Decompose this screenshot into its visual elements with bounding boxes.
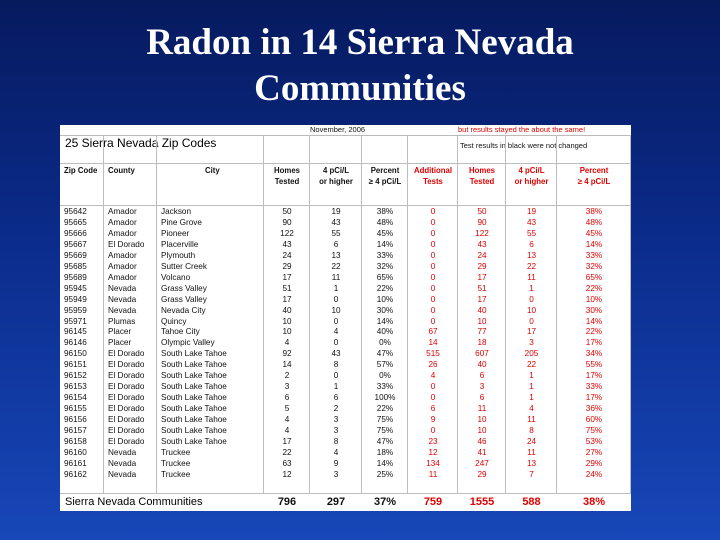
- table-cell: 96155: [64, 404, 87, 414]
- table-cell: South Lake Tahoe: [161, 349, 227, 359]
- table-cell: 36%: [585, 404, 603, 414]
- table-cell: 0: [430, 393, 436, 403]
- table-cell: 0: [430, 261, 436, 271]
- table-cell: 50: [282, 207, 292, 216]
- date-note: November, 2006: [310, 125, 366, 134]
- table-cell: Placer: [108, 327, 132, 337]
- table-cell: 51: [477, 283, 487, 293]
- table-cell: 96145: [64, 327, 87, 337]
- table-cell: 96153: [64, 382, 87, 392]
- table-cell: 29: [477, 469, 487, 479]
- table-cell: 0: [430, 217, 436, 227]
- column-header: Additional Tests: [413, 166, 453, 186]
- table-cell: 134: [426, 458, 440, 468]
- table-cell: 22: [282, 447, 292, 457]
- table-cell: 38%: [376, 207, 394, 216]
- table-cell: 41: [477, 447, 487, 457]
- radon-spreadsheet: [60, 125, 631, 511]
- table-cell: 95666: [64, 228, 87, 238]
- table-cell: Amador: [108, 207, 137, 216]
- table-cell: 10%: [585, 294, 603, 304]
- table-cell: 23: [428, 436, 438, 446]
- table-cell: 33%: [376, 382, 394, 392]
- table-cell: 30%: [376, 305, 394, 315]
- table-cell: 22%: [376, 404, 394, 414]
- table-cell: Amador: [108, 261, 137, 271]
- table-cell: 10: [526, 305, 537, 315]
- table-cell: Pioneer: [161, 228, 190, 238]
- red-results-note: but results stayed the about the same!: [458, 125, 586, 134]
- table-cell: 0: [333, 338, 339, 348]
- table-cell: 63: [282, 458, 292, 468]
- table-cell: South Lake Tahoe: [161, 360, 227, 370]
- table-cell: 10: [477, 316, 487, 326]
- table-cell: Truckee: [161, 458, 191, 468]
- table-cell: 65%: [376, 272, 394, 282]
- slide-title-line1: Radon in 14 Sierra Nevada: [146, 22, 574, 63]
- table-cell: 11: [527, 272, 536, 282]
- table-cell: 0: [430, 250, 436, 260]
- table-cell: 96158: [64, 436, 87, 446]
- table-cell: 22%: [585, 283, 603, 293]
- table-cell: 33%: [585, 382, 603, 392]
- table-cell: 13: [526, 458, 537, 468]
- table-cell: Sutter Creek: [161, 261, 207, 271]
- table-cell: 53%: [585, 436, 603, 446]
- table-cell: El Dorado: [108, 371, 145, 381]
- table-cell: South Lake Tahoe: [161, 426, 227, 435]
- table-cell: 0: [430, 316, 436, 326]
- table-cell: 0: [430, 207, 436, 216]
- table-cell: 95685: [64, 261, 87, 271]
- table-cell: 4: [284, 338, 290, 348]
- table-cell: 1: [333, 382, 339, 392]
- table-cell: Placerville: [161, 239, 199, 249]
- table-cell: 4: [284, 426, 290, 435]
- table-cell: 1: [529, 382, 534, 392]
- slide-title-line2: Communities: [254, 68, 466, 109]
- table-cell: 96162: [64, 469, 87, 479]
- table-cell: 14%: [585, 239, 603, 249]
- table-cell: 0: [430, 272, 436, 282]
- table-cell: 95689: [64, 272, 87, 282]
- table-cell: 247: [475, 458, 489, 468]
- table-cell: El Dorado: [108, 426, 145, 435]
- table-cell: Nevada City: [161, 305, 206, 315]
- table-cell: 122: [475, 228, 489, 238]
- table-cell: 11: [428, 469, 438, 479]
- table-cell: Amador: [108, 250, 137, 260]
- table-cell: 3: [284, 382, 290, 392]
- table-cell: 4: [284, 415, 290, 425]
- sheet-heading: 25 Sierra Nevada Zip Codes: [65, 136, 217, 150]
- table-cell: 22: [331, 261, 341, 271]
- table-cell: El Dorado: [108, 436, 145, 446]
- table-cell: 38%: [585, 207, 603, 216]
- table-cell: 14%: [376, 458, 394, 468]
- table-cell: 2: [333, 404, 339, 414]
- grid-hline: [60, 163, 631, 164]
- table-cell: 24%: [585, 469, 603, 479]
- table-cell: 27%: [585, 447, 603, 457]
- table-cell: 0: [430, 294, 436, 304]
- table-cell: 5: [284, 404, 290, 414]
- table-cell: 22: [526, 261, 537, 271]
- table-cell: 95949: [64, 294, 87, 304]
- table-cell: 55: [331, 228, 341, 238]
- table-cell: 0: [333, 316, 339, 326]
- table-cell: 14%: [585, 316, 603, 326]
- table-cell: 96146: [64, 338, 87, 348]
- table-cell: South Lake Tahoe: [161, 393, 227, 403]
- table-cell: 18: [477, 338, 487, 348]
- totals-value: 297: [326, 496, 346, 508]
- table-cell: Grass Valley: [161, 294, 207, 304]
- table-cell: 43: [526, 217, 537, 227]
- table-cell: 11: [527, 447, 536, 457]
- table-cell: 96150: [64, 349, 87, 359]
- table-cell: 24: [526, 436, 537, 446]
- table-cell: 90: [477, 217, 487, 227]
- table-cell: 90: [282, 217, 292, 227]
- table-cell: Amador: [108, 228, 137, 238]
- table-cell: 14%: [376, 239, 394, 249]
- table-cell: 8: [333, 436, 339, 446]
- black-results-note: Test results in black were not changed: [460, 141, 588, 150]
- table-cell: 3: [529, 338, 534, 348]
- table-cell: 95669: [64, 250, 87, 260]
- table-cell: 33%: [376, 250, 394, 260]
- table-cell: 65%: [585, 272, 603, 282]
- table-cell: Nevada: [108, 447, 137, 457]
- table-cell: 19: [526, 207, 537, 216]
- table-cell: 33%: [585, 250, 603, 260]
- table-cell: 96151: [64, 360, 87, 370]
- table-cell: 11: [477, 404, 487, 414]
- table-cell: Jackson: [161, 207, 192, 216]
- table-cell: 92: [282, 349, 292, 359]
- table-cell: Amador: [108, 217, 137, 227]
- table-cell: Nevada: [108, 294, 137, 304]
- table-cell: South Lake Tahoe: [161, 371, 227, 381]
- table-cell: 10: [282, 316, 292, 326]
- table-cell: 0%: [379, 371, 391, 381]
- table-cell: 0%: [379, 338, 391, 348]
- table-cell: 43: [331, 349, 341, 359]
- table-cell: Tahoe City: [161, 327, 200, 337]
- table-cell: 515: [426, 349, 440, 359]
- column-header: Zip Code: [64, 166, 98, 175]
- table-cell: 24: [477, 250, 487, 260]
- table-cell: 17: [477, 272, 487, 282]
- grid-vline: [103, 135, 104, 493]
- table-cell: 10: [477, 426, 487, 435]
- table-cell: Grass Valley: [161, 283, 207, 293]
- table-cell: 1: [529, 283, 534, 293]
- table-cell: 67: [428, 327, 438, 337]
- table-cell: 14: [282, 360, 292, 370]
- table-cell: 51: [282, 283, 292, 293]
- table-cell: 4: [333, 447, 339, 457]
- totals-value: 759: [423, 496, 443, 508]
- table-cell: Nevada: [108, 458, 137, 468]
- table-cell: 8: [333, 360, 339, 370]
- totals-value: 37%: [373, 496, 397, 508]
- table-cell: El Dorado: [108, 360, 145, 370]
- table-cell: El Dorado: [108, 415, 145, 425]
- table-cell: 1: [529, 393, 534, 403]
- table-cell: 3: [333, 469, 339, 479]
- table-cell: 17%: [585, 338, 603, 348]
- column-header: Homes Tested: [274, 166, 300, 186]
- table-cell: El Dorado: [108, 239, 145, 249]
- table-cell: 19: [331, 207, 341, 216]
- table-cell: 3: [333, 415, 339, 425]
- table-cell: 0: [430, 228, 436, 238]
- table-cell: 45%: [585, 228, 603, 238]
- table-cell: 0: [430, 239, 436, 249]
- table-cell: 40%: [376, 327, 394, 337]
- table-cell: 13: [526, 250, 537, 260]
- table-cell: 6: [479, 393, 485, 403]
- table-cell: 1: [333, 283, 339, 293]
- table-cell: 32%: [376, 261, 394, 271]
- table-cell: 6: [430, 404, 436, 414]
- table-cell: 6: [333, 239, 339, 249]
- table-cell: 3: [479, 382, 485, 392]
- table-cell: 0: [430, 305, 436, 315]
- table-cell: El Dorado: [108, 349, 145, 359]
- table-cell: 18%: [376, 447, 394, 457]
- table-cell: 75%: [376, 415, 394, 425]
- table-cell: 6: [529, 239, 534, 249]
- table-cell: 50: [477, 207, 487, 216]
- table-cell: 17: [282, 294, 292, 304]
- table-cell: 24: [282, 250, 292, 260]
- table-cell: 40: [477, 360, 487, 370]
- table-cell: 6: [479, 371, 485, 381]
- grid-hline: [60, 493, 631, 494]
- table-cell: 10: [331, 305, 341, 315]
- table-cell: El Dorado: [108, 393, 145, 403]
- table-cell: 3: [333, 426, 339, 435]
- table-cell: 77: [477, 327, 487, 337]
- table-cell: 95665: [64, 217, 87, 227]
- table-cell: 100%: [374, 393, 396, 403]
- table-cell: 10: [477, 415, 487, 425]
- table-cell: 22%: [585, 327, 603, 337]
- column-header: Homes Tested: [469, 166, 495, 186]
- table-cell: Truckee: [161, 469, 191, 479]
- table-cell: 96154: [64, 393, 87, 403]
- table-cell: 22: [526, 360, 537, 370]
- table-cell: 47%: [376, 436, 394, 446]
- table-cell: 26: [428, 360, 438, 370]
- table-cell: 17%: [585, 393, 603, 403]
- table-cell: 0: [529, 294, 534, 304]
- table-cell: El Dorado: [108, 404, 145, 414]
- table-cell: Nevada: [108, 305, 137, 315]
- table-cell: Quincy: [161, 316, 187, 326]
- table-cell: 75%: [376, 426, 394, 435]
- sheet-header-band: [60, 125, 631, 136]
- totals-value: 796: [277, 496, 297, 508]
- table-cell: 45%: [376, 228, 394, 238]
- table-cell: 6: [284, 393, 290, 403]
- table-cell: 43: [477, 239, 487, 249]
- table-cell: 4: [333, 327, 339, 337]
- table-cell: Pine Grove: [161, 217, 202, 227]
- table-cell: 122: [280, 228, 294, 238]
- table-cell: 7: [529, 469, 534, 479]
- table-cell: 4: [529, 404, 534, 414]
- table-cell: 32%: [585, 261, 603, 271]
- table-cell: 43: [331, 217, 341, 227]
- table-cell: 47%: [376, 349, 394, 359]
- table-cell: 40: [477, 305, 487, 315]
- table-cell: 11: [527, 415, 536, 425]
- table-cell: 95971: [64, 316, 87, 326]
- table-cell: South Lake Tahoe: [161, 436, 227, 446]
- grid-hline: [60, 205, 631, 206]
- table-cell: South Lake Tahoe: [161, 382, 227, 392]
- table-cell: 75%: [585, 426, 603, 435]
- table-cell: 55: [526, 228, 537, 238]
- slide-title: [0, 20, 720, 112]
- table-cell: 29: [282, 261, 292, 271]
- column-header: 4 pCi/L or higher: [319, 166, 353, 186]
- table-cell: 96152: [64, 371, 87, 381]
- table-cell: 57%: [376, 360, 394, 370]
- table-cell: South Lake Tahoe: [161, 415, 227, 425]
- table-cell: 95667: [64, 239, 87, 249]
- table-cell: 10: [282, 327, 292, 337]
- table-cell: 48%: [376, 217, 394, 227]
- table-cell: 2: [284, 371, 290, 381]
- table-cell: 29: [477, 261, 487, 271]
- table-cell: 17: [477, 294, 487, 304]
- column-header: County: [108, 166, 135, 175]
- column-header: Percent ≥ 4 pCi/L: [368, 166, 402, 186]
- table-cell: 43: [282, 239, 292, 249]
- table-cell: South Lake Tahoe: [161, 404, 227, 414]
- totals-value: 1555: [469, 496, 495, 508]
- grid-vline: [156, 135, 157, 493]
- table-cell: 34%: [585, 349, 603, 359]
- table-cell: 60%: [585, 415, 603, 425]
- table-cell: 12: [282, 469, 292, 479]
- table-cell: 1: [529, 371, 534, 381]
- table-cell: 6: [333, 393, 339, 403]
- table-cell: 4: [430, 371, 436, 381]
- table-cell: 96156: [64, 415, 87, 425]
- table-cell: 96160: [64, 447, 87, 457]
- table-cell: Volcano: [161, 272, 191, 282]
- table-cell: 14: [428, 338, 438, 348]
- table-cell: 55%: [585, 360, 603, 370]
- table-cell: 14%: [376, 316, 394, 326]
- table-cell: Truckee: [161, 447, 191, 457]
- table-cell: 22%: [376, 283, 394, 293]
- table-cell: Plumas: [108, 316, 136, 326]
- table-cell: 8: [529, 426, 534, 435]
- totals-value: 38%: [582, 496, 606, 508]
- table-cell: 0: [333, 371, 339, 381]
- table-cell: 29%: [585, 458, 603, 468]
- table-cell: 40: [282, 305, 292, 315]
- table-cell: 0: [529, 316, 534, 326]
- table-cell: 0: [333, 294, 339, 304]
- totals-value: 588: [522, 496, 541, 508]
- table-cell: 30%: [585, 305, 603, 315]
- table-cell: 95945: [64, 283, 87, 293]
- table-cell: 17: [282, 272, 292, 282]
- table-cell: 11: [331, 272, 341, 282]
- table-cell: 12: [428, 447, 438, 457]
- table-cell: 17: [526, 327, 537, 337]
- table-cell: 25%: [376, 469, 394, 479]
- table-cell: Plymouth: [161, 250, 196, 260]
- table-cell: Olympic Valley: [161, 338, 215, 348]
- table-cell: 46: [477, 436, 487, 446]
- column-header: 4 pCi/L or higher: [514, 166, 549, 186]
- table-cell: 0: [430, 283, 436, 293]
- table-cell: 96157: [64, 426, 87, 435]
- table-cell: 9: [430, 415, 436, 425]
- table-cell: 9: [333, 458, 339, 468]
- table-cell: Amador: [108, 272, 137, 282]
- table-cell: El Dorado: [108, 382, 145, 392]
- column-header: City: [205, 166, 220, 175]
- table-cell: 95959: [64, 305, 87, 315]
- table-cell: 0: [430, 382, 436, 392]
- table-cell: 0: [430, 426, 436, 435]
- table-cell: 48%: [585, 217, 603, 227]
- totals-label: Sierra Nevada Communities: [65, 496, 203, 508]
- table-cell: 17%: [585, 371, 603, 381]
- table-cell: 95642: [64, 207, 87, 216]
- table-cell: 607: [475, 349, 489, 359]
- table-cell: 96161: [64, 458, 87, 468]
- table-cell: 205: [524, 349, 539, 359]
- table-cell: 10%: [376, 294, 394, 304]
- table-cell: Placer: [108, 338, 132, 348]
- table-cell: 17: [282, 436, 292, 446]
- table-cell: Nevada: [108, 469, 137, 479]
- column-header: Percent ≥ 4 pCi/L: [577, 166, 611, 186]
- table-cell: Nevada: [108, 283, 137, 293]
- table-cell: 13: [331, 250, 341, 260]
